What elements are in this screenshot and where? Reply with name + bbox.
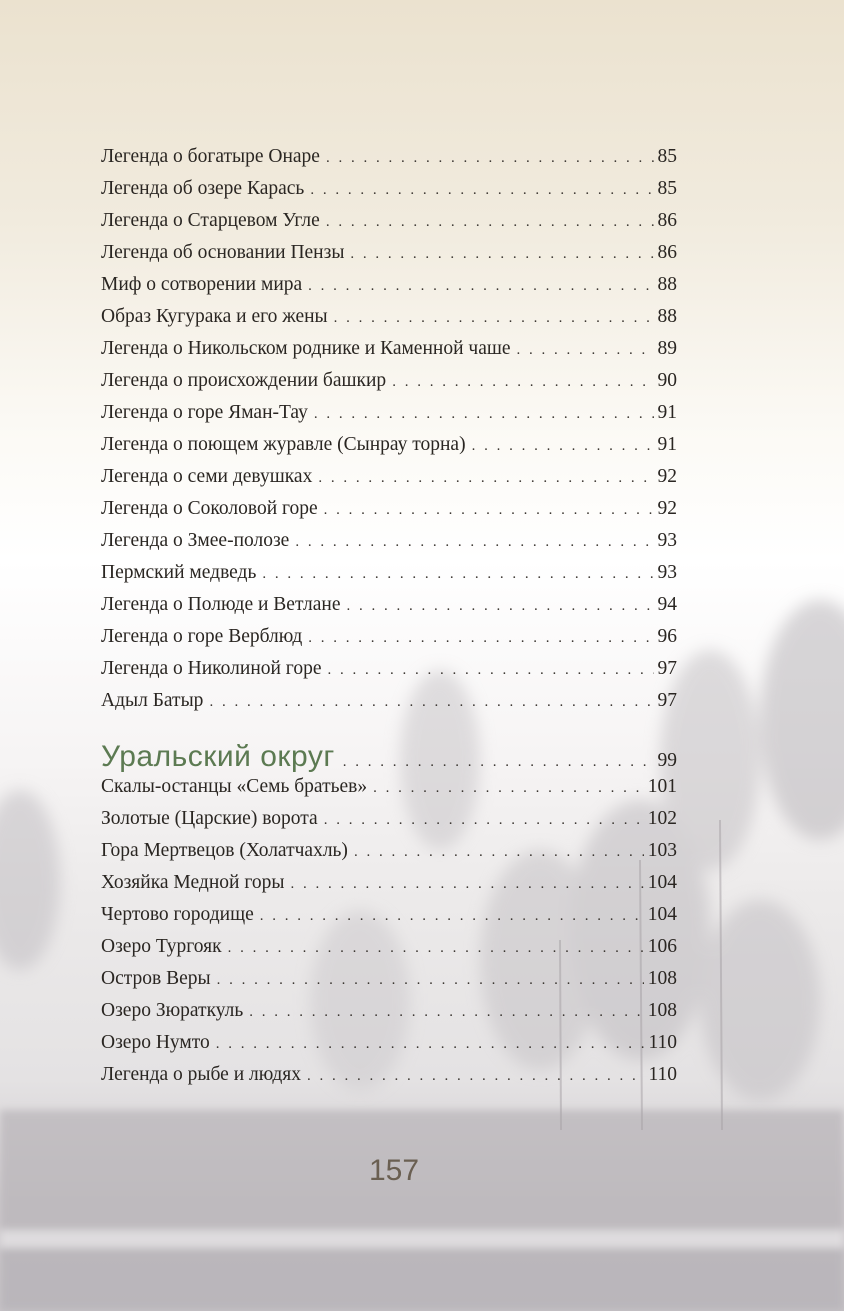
toc-entry[interactable] (101, 904, 677, 936)
toc-entry-title: Легенда о Никольском роднике и Каменной чаше (101, 338, 511, 359)
section-page-number: 99 (657, 750, 677, 771)
toc-entry[interactable] (101, 690, 677, 722)
toc-entry-title: Скалы-останцы «Семь братьев» (101, 776, 368, 797)
toc-entry-page: 91 (657, 402, 677, 423)
dot-leader (327, 662, 653, 679)
dot-leader (209, 694, 653, 711)
dot-leader (326, 214, 654, 231)
toc-entry-page: 85 (657, 178, 677, 199)
dot-leader (295, 534, 653, 551)
toc-entry-page: 88 (657, 274, 677, 295)
toc-entry-page: 85 (657, 146, 677, 167)
toc-entry[interactable] (101, 626, 677, 658)
toc-entry[interactable] (101, 808, 677, 840)
dot-leader (354, 844, 644, 861)
toc-entry[interactable] (101, 1000, 677, 1032)
toc-entry-page: 103 (647, 840, 677, 861)
toc-entry-title: Легенда о Полюде и Ветлане (101, 594, 341, 615)
toc-entry-title: Образ Кугурака и его жены (101, 306, 328, 327)
toc-entry-page: 108 (647, 968, 677, 989)
dot-leader (324, 812, 644, 829)
toc-entry-page: 90 (657, 370, 677, 391)
toc-entry-title: Легенда о Николиной горе (101, 658, 322, 679)
toc-entry[interactable] (101, 306, 677, 338)
table-of-contents (101, 146, 677, 1096)
toc-entry-page: 92 (657, 466, 677, 487)
toc-entry[interactable] (101, 968, 677, 1000)
dot-leader (373, 780, 644, 797)
toc-entry[interactable] (101, 434, 677, 466)
toc-entry-title: Озеро Тургояк (101, 936, 222, 957)
toc-entry-page: 108 (647, 1000, 677, 1021)
dot-leader (346, 598, 653, 615)
toc-entry-page: 89 (657, 338, 677, 359)
toc-entry-page: 93 (657, 562, 677, 583)
toc-entry-page: 86 (657, 210, 677, 231)
dot-leader (217, 972, 644, 989)
dot-leader (307, 1068, 645, 1085)
toc-entry[interactable] (101, 498, 677, 530)
toc-entry[interactable] (101, 936, 677, 968)
toc-entry[interactable] (101, 1032, 677, 1064)
toc-entry-title: Чертово городище (101, 904, 254, 925)
toc-entry-page: 104 (647, 872, 677, 893)
toc-entry-title: Легенда о поющем журавле (Сынрау торна) (101, 434, 466, 455)
toc-entry-title: Легенда о происхождении башкир (101, 370, 387, 391)
toc-entry[interactable] (101, 776, 677, 808)
dot-leader (324, 502, 654, 519)
toc-entry[interactable] (101, 146, 677, 178)
toc-entry-title: Миф о сотворении мира (101, 274, 303, 295)
toc-entry-title: Легенда о горе Верблюд (101, 626, 303, 647)
toc-entry[interactable] (101, 562, 677, 594)
toc-entry[interactable] (101, 242, 677, 274)
dot-leader (290, 876, 643, 893)
dot-leader (472, 438, 654, 455)
toc-entry[interactable] (101, 274, 677, 306)
toc-entry-title: Легенда о Старцевом Угле (101, 210, 320, 231)
toc-entry-title: Легенда о горе Яман-Тау (101, 402, 308, 423)
section-heading-row[interactable] (101, 740, 677, 776)
dot-leader (326, 150, 654, 167)
toc-entry[interactable] (101, 466, 677, 498)
toc-entry-page: 102 (647, 808, 677, 829)
dot-leader (392, 374, 653, 391)
toc-entry-title: Золотые (Царские) ворота (101, 808, 318, 829)
dot-leader (310, 182, 653, 199)
toc-entry-title: Легенда об озере Карась (101, 178, 305, 199)
section-title: Уральский округ (101, 740, 335, 773)
dot-leader (260, 908, 644, 925)
toc-entry[interactable] (101, 338, 677, 370)
dot-leader (308, 278, 653, 295)
toc-entry-page: 93 (657, 530, 677, 551)
dot-leader (517, 342, 654, 359)
toc-entry-page: 110 (648, 1032, 677, 1053)
toc-entry-page: 88 (657, 306, 677, 327)
toc-entry-page: 97 (657, 658, 677, 679)
toc-entry[interactable] (101, 1064, 677, 1096)
dot-leader (308, 630, 653, 647)
dot-leader (249, 1004, 643, 1021)
toc-entry-page: 110 (648, 1064, 677, 1085)
toc-entry[interactable] (101, 658, 677, 690)
toc-entry-page: 104 (647, 904, 677, 925)
toc-entry-title: Адыл Батыр (101, 690, 204, 711)
dot-leader (228, 940, 644, 957)
toc-entry-page: 92 (657, 498, 677, 519)
toc-entry[interactable] (101, 594, 677, 626)
dot-leader (314, 406, 654, 423)
toc-entry[interactable] (101, 178, 677, 210)
toc-entry[interactable] (101, 872, 677, 904)
toc-entry-title: Легенда о семи девушках (101, 466, 313, 487)
toc-entry-title: Легенда о рыбе и людях (101, 1064, 301, 1085)
toc-entry-page: 86 (657, 242, 677, 263)
toc-entry-title: Пермский медведь (101, 562, 257, 583)
toc-entry-page: 91 (657, 434, 677, 455)
dot-leader (334, 310, 654, 327)
toc-entry[interactable] (101, 370, 677, 402)
toc-entry-title: Легенда о Змее-полозе (101, 530, 290, 551)
toc-entry-title: Остров Веры (101, 968, 211, 989)
toc-entry-page: 96 (657, 626, 677, 647)
dot-leader (350, 246, 653, 263)
dot-leader (262, 566, 653, 583)
toc-entry-page: 106 (647, 936, 677, 957)
toc-entry-title: Гора Мертвецов (Холатчахль) (101, 840, 348, 861)
toc-entry-title: Хозяйка Медной горы (101, 872, 285, 893)
dot-leader (318, 470, 653, 487)
dot-leader (216, 1036, 645, 1053)
toc-entry-title: Озеро Зюраткуль (101, 1000, 244, 1021)
toc-entry-title: Легенда о богатыре Онаре (101, 146, 320, 167)
toc-entry-title: Легенда о Соколовой горе (101, 498, 318, 519)
toc-entry-title: Озеро Нумто (101, 1032, 210, 1053)
toc-entry[interactable] (101, 210, 677, 242)
toc-entry-title: Легенда об основании Пензы (101, 242, 345, 263)
toc-entry-page: 101 (647, 776, 677, 797)
toc-entry[interactable] (101, 530, 677, 562)
toc-entry-page: 94 (657, 594, 677, 615)
toc-entry[interactable] (101, 840, 677, 872)
toc-entry-page: 97 (657, 690, 677, 711)
dot-leader (343, 754, 654, 771)
toc-entry[interactable] (101, 402, 677, 434)
page-number: 157 (368, 1154, 420, 1187)
